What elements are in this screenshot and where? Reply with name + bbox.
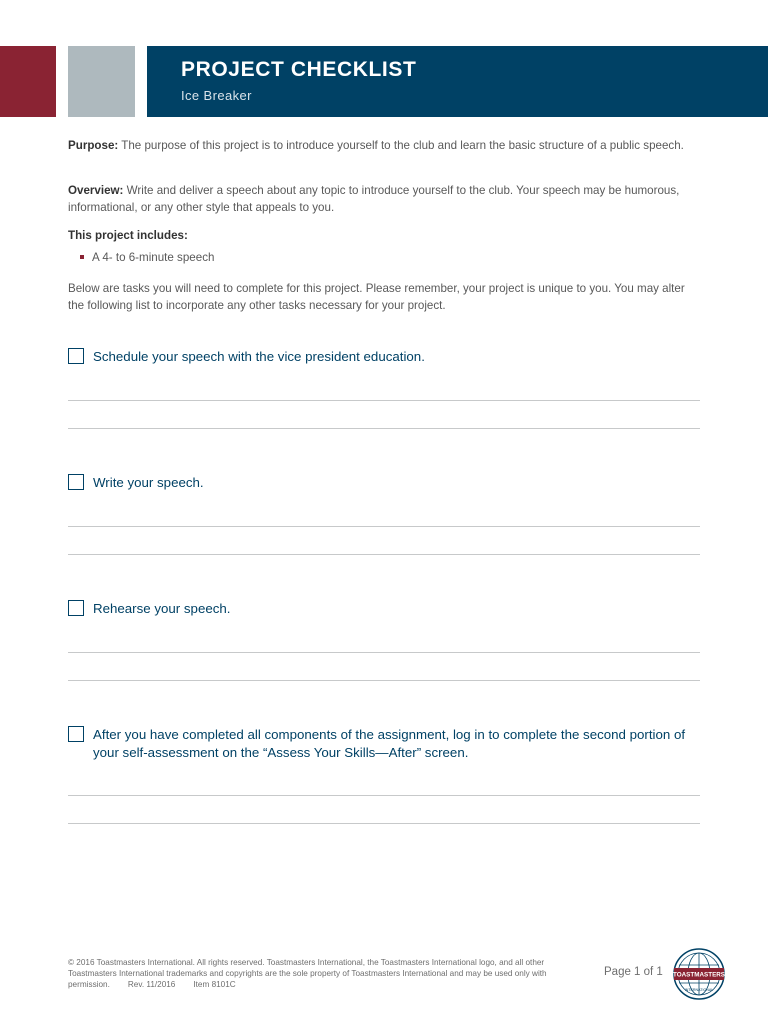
purpose-paragraph [68,137,698,154]
page-number: Page 1 of 1 [604,966,663,978]
checkbox-icon[interactable] [68,600,84,616]
toastmasters-logo-icon [673,948,725,1000]
writing-line [68,554,700,555]
task-label: Rehearse your speech. [93,601,231,616]
task-label: Write your speech. [93,475,204,490]
includes-item-text: A 4- to 6-minute speech [92,251,215,264]
writing-line [68,400,700,401]
intro-paragraph: Below are tasks you will need to complete for this project. Please remember, your project is unique to you. You may alter the following list to incorporate any other tasks necessary for your project. [68,282,685,312]
page-subtitle: Ice Breaker [181,88,252,103]
footer-legal [68,957,568,990]
page-title: PROJECT CHECKLIST [181,58,417,81]
includes-list-item [80,251,214,264]
checkbox-icon[interactable] [68,474,84,490]
task-label: Schedule your speech with the vice president education. [93,349,425,364]
item-number: Item 8101C [193,980,236,989]
writing-line [68,652,700,653]
checkbox-icon[interactable] [68,726,84,742]
overview-label: Overview: [68,184,124,197]
writing-line [68,428,700,429]
header-gray-block [68,46,135,117]
header-red-block [0,46,56,117]
copyright-text: © 2016 Toastmasters International. All rights reserved. Toastmasters International, the Toastmasters International logo, and all other Toastmasters International trademarks and copyrights are the sole property of Toastmasters International and may be used only with permission. [68,958,547,989]
checkbox-icon[interactable] [68,348,84,364]
revision-text: Rev. 11/2016 [127,980,176,989]
logo-subtext: INTERNATIONAL [684,988,714,992]
writing-line [68,680,700,681]
purpose-text: The purpose of this project is to introduce yourself to the club and learn the basic structure of a public speech. [118,139,684,152]
logo-wordmark: TOASTMASTERS [673,971,725,979]
task-label: After you have completed all components of the assignment, log in to complete the second portion of your self-assessment on the “Assess Your Skills—After” screen. [93,727,686,760]
includes-heading: This project includes: [68,229,188,242]
writing-line [68,795,700,796]
bullet-icon [80,255,84,259]
writing-line [68,526,700,527]
overview-paragraph [68,182,698,216]
purpose-label: Purpose: [68,139,119,152]
writing-line [68,823,700,824]
overview-text: Write and deliver a speech about any topic to introduce yourself to the club. Your speech may be humorous, informational, or any other style that appeals to you. [68,184,680,214]
